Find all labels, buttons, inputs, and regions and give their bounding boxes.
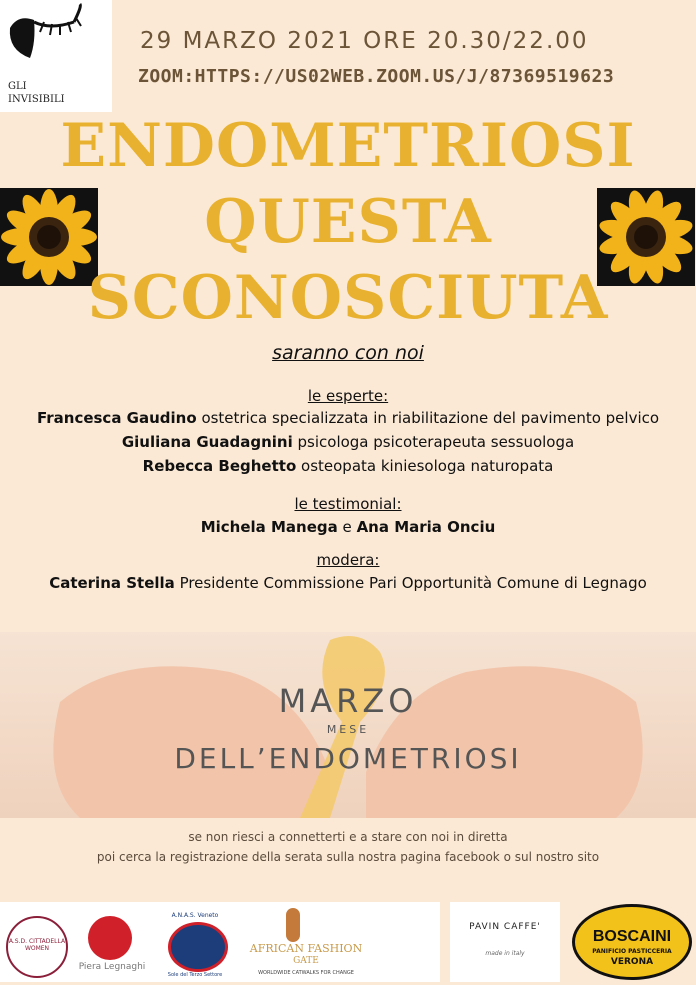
event-date: 29 MARZO 2021 ORE 20.30/22.00 xyxy=(140,28,589,54)
boscaini-city: VERONA xyxy=(610,957,654,967)
title-line-1: ENDOMETRIOSI xyxy=(60,111,636,181)
banner-marzo: MARZO xyxy=(278,682,418,720)
pavin-caffe-text: PAVIN CAFFE' xyxy=(469,922,541,932)
subtitle: saranno con noi xyxy=(272,342,424,364)
expert-row: Rebecca Beghetto osteopata kiniesologa naturopata xyxy=(142,457,554,475)
expert-row: Francesca Gaudino ostetrica specializzata in riabilitazione del pavimento pelvico xyxy=(36,409,660,427)
boscaini-sub: PANIFICIO PASTICCERIA xyxy=(592,948,672,955)
african-fashion-tag: WORLDWIDE CATWALKS FOR CHANGE xyxy=(258,970,354,976)
note-line-2: poi cerca la registrazione della serata sulla nostra pagina facebook o sul nostro sito xyxy=(96,850,600,864)
gli-invisibili-logo xyxy=(0,0,112,112)
title-line-2: QUESTA xyxy=(204,187,492,257)
anas-top-text: A.N.A.S. Veneto xyxy=(171,912,219,919)
pavin-caffe-tag: made in italy xyxy=(485,950,525,957)
note-line-1: se non riesci a connetterti e a stare con noi in diretta xyxy=(188,830,508,844)
expert-row: Giuliana Guadagnini psicologa psicoterapeuta sessuologa xyxy=(121,433,575,451)
heart-logo-icon xyxy=(88,916,132,960)
boscaini-logo xyxy=(570,902,696,982)
moderator-row: Caterina Stella Presidente Commissione Pari Opportunità Comune di Legnago xyxy=(49,574,647,592)
experts-heading: le esperte: xyxy=(307,387,389,405)
logo-text-gli: GLI xyxy=(8,81,27,92)
pavin-caffe-logo xyxy=(450,902,560,982)
cittadella-text: A.S.D. CITTADELLA WOMEN xyxy=(8,938,66,952)
title-line-3: SCONOSCIUTA xyxy=(87,263,609,333)
african-fashion-gate: GATE xyxy=(293,956,319,966)
testimonial-names: Michela Manega e Ana Maria Onciu xyxy=(200,518,496,536)
zoom-link[interactable]: ZOOM:HTTPS://US02WEB.ZOOM.US/J/87369519623 xyxy=(138,66,615,87)
african-fashion-text: AFRICAN FASHION xyxy=(249,942,363,955)
eye-logo-icon xyxy=(0,0,112,80)
boscaini-text: BOSCAINI xyxy=(592,928,672,945)
banner-endometriosi: DELL’ENDOMETRIOSI xyxy=(174,742,522,775)
anas-bottom-text: Sole del Terzo Settore xyxy=(167,972,223,978)
logo-text-invisibili: INVISIBILI xyxy=(8,94,65,105)
african-fashion-figure-icon xyxy=(286,908,300,942)
anas-logo-icon xyxy=(168,922,228,972)
cittadella-logo xyxy=(6,916,68,978)
piera-legnaghi-text: Piera Legnaghi xyxy=(78,962,146,972)
moderator-heading: modera: xyxy=(316,551,380,569)
testimonial-heading: le testimonial: xyxy=(294,495,402,513)
sponsors-left xyxy=(0,902,440,982)
banner-mese: MESE xyxy=(326,723,370,736)
